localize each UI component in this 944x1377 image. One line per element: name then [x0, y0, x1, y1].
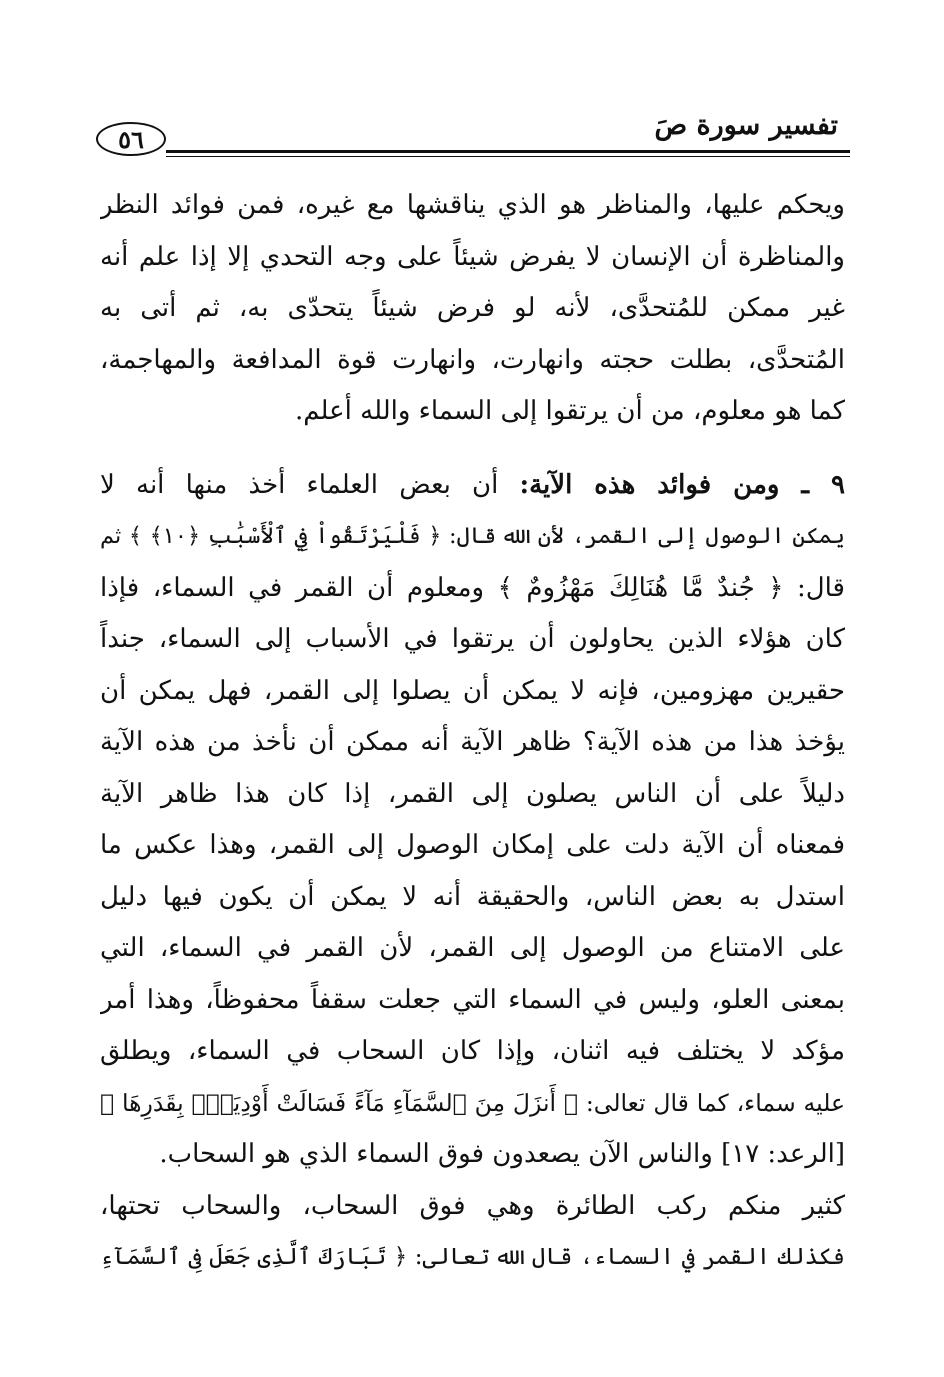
text-line: [100, 460, 845, 512]
text-line: كان هؤلاء الذين يحاولون أن يرتقوا في الأسباب إلى السماء، جنداً: [100, 624, 845, 654]
header-rule-thick: [166, 150, 850, 153]
text-line: دليلاً على أن الناس يصلون إلى القمر، إذا كان هذا ظاهر الآية: [100, 778, 845, 809]
text-line: كثير منكم ركب الطائرة وهي فوق السحاب، والسحاب تحتها،: [100, 1190, 845, 1221]
paragraph-gap: [100, 438, 845, 460]
running-title: تفسير سورة صَ: [654, 110, 838, 141]
text-line: والمناظرة أن الإنسان لا يفرض شيئاً على وجه التحدي إلا إذا علم أنه: [100, 241, 845, 272]
page-number-badge: ٥٦: [96, 122, 166, 156]
text-line: بمعنى العلو، وليس في السماء التي جعلت سقفاً محفوظاً، وهذا أمر: [100, 984, 845, 1015]
text-line: ويحكم عليها، والمناظر هو الذي يناقشها مع غيره، فمن فوائد النظر: [100, 190, 845, 220]
text-line: مؤكد لا يختلف فيه اثنان، وإذا كان السحاب في السماء، ويطلق: [100, 1036, 845, 1066]
text-line: فمعناه أن الآية دلت على إمكان الوصول إلى القمر، وهذا عكس ما: [100, 830, 845, 860]
page-header: [96, 110, 850, 170]
text-line: المُتحدَّى، بطلت حجته وانهارت، وانهارت قوة المدافعة والمهاجمة،: [100, 344, 845, 375]
text-line: على الامتناع من الوصول إلى القمر، لأن القمر في السماء، التي: [100, 933, 845, 963]
point-heading: ٩ ـ ومن فوائد هذه الآية:: [519, 469, 845, 500]
text-line: يمكن الوصول إلى القمر، لأن الله قال: ﴿ فَلْيَرْتَقُواْ فِي ٱلْأَسْبَٰبِ ﴿١٠﴾ ﴾ ثم: [100, 523, 845, 549]
text-run: أن بعض العلماء أخذ منها أنه لا: [100, 469, 520, 500]
text-line: فكذلك القمر في السماء، قال الله تعالى: ﴿ تَبَارَكَ ٱلَّذِى جَعَلَ فِى ٱلسَّمَآءِ: [100, 1244, 845, 1270]
text-line: [الرعد: ١٧] والناس الآن يصعدون فوق السماء الذي هو السحاب.: [159, 1139, 845, 1169]
header-rule-thin: [166, 156, 850, 157]
text-line: حقيرين مهزومين، فإنه لا يمكن أن يصلوا إلى القمر، فهل يمكن أن: [100, 675, 845, 706]
text-line: كما هو معلوم، من أن يرتقوا إلى السماء والله أعلم.: [294, 396, 845, 426]
text-line: عليه سماء، كما قال تعالى: ﴿ أَنزَلَ مِنَ ٱلسَّمَآءِ مَآءً فَسَالَتْ أَوْدِيَةُۢ بِقَدَرِهَا ﴾: [100, 1088, 845, 1117]
text-line: يؤخذ هذا من هذه الآية؟ ظاهر الآية أنه ممكن أن نأخذ من هذه الآية: [100, 727, 845, 757]
text-line: استدل به بعض الناس، والحقيقة أنه لا يمكن أن يكون فيها دليل: [100, 881, 845, 912]
text-line: قال: ﴿ جُندٌ مَّا هُنَالِكَ مَهْزُومٌ ﴾ ومعلوم أن القمر في السماء، فإذا: [100, 572, 845, 603]
page-body: [100, 180, 845, 1284]
text-line: غير ممكن للمُتحدَّى، لأنه لو فرض شيئاً يتحدّى به، ثم أتى به: [100, 293, 845, 323]
